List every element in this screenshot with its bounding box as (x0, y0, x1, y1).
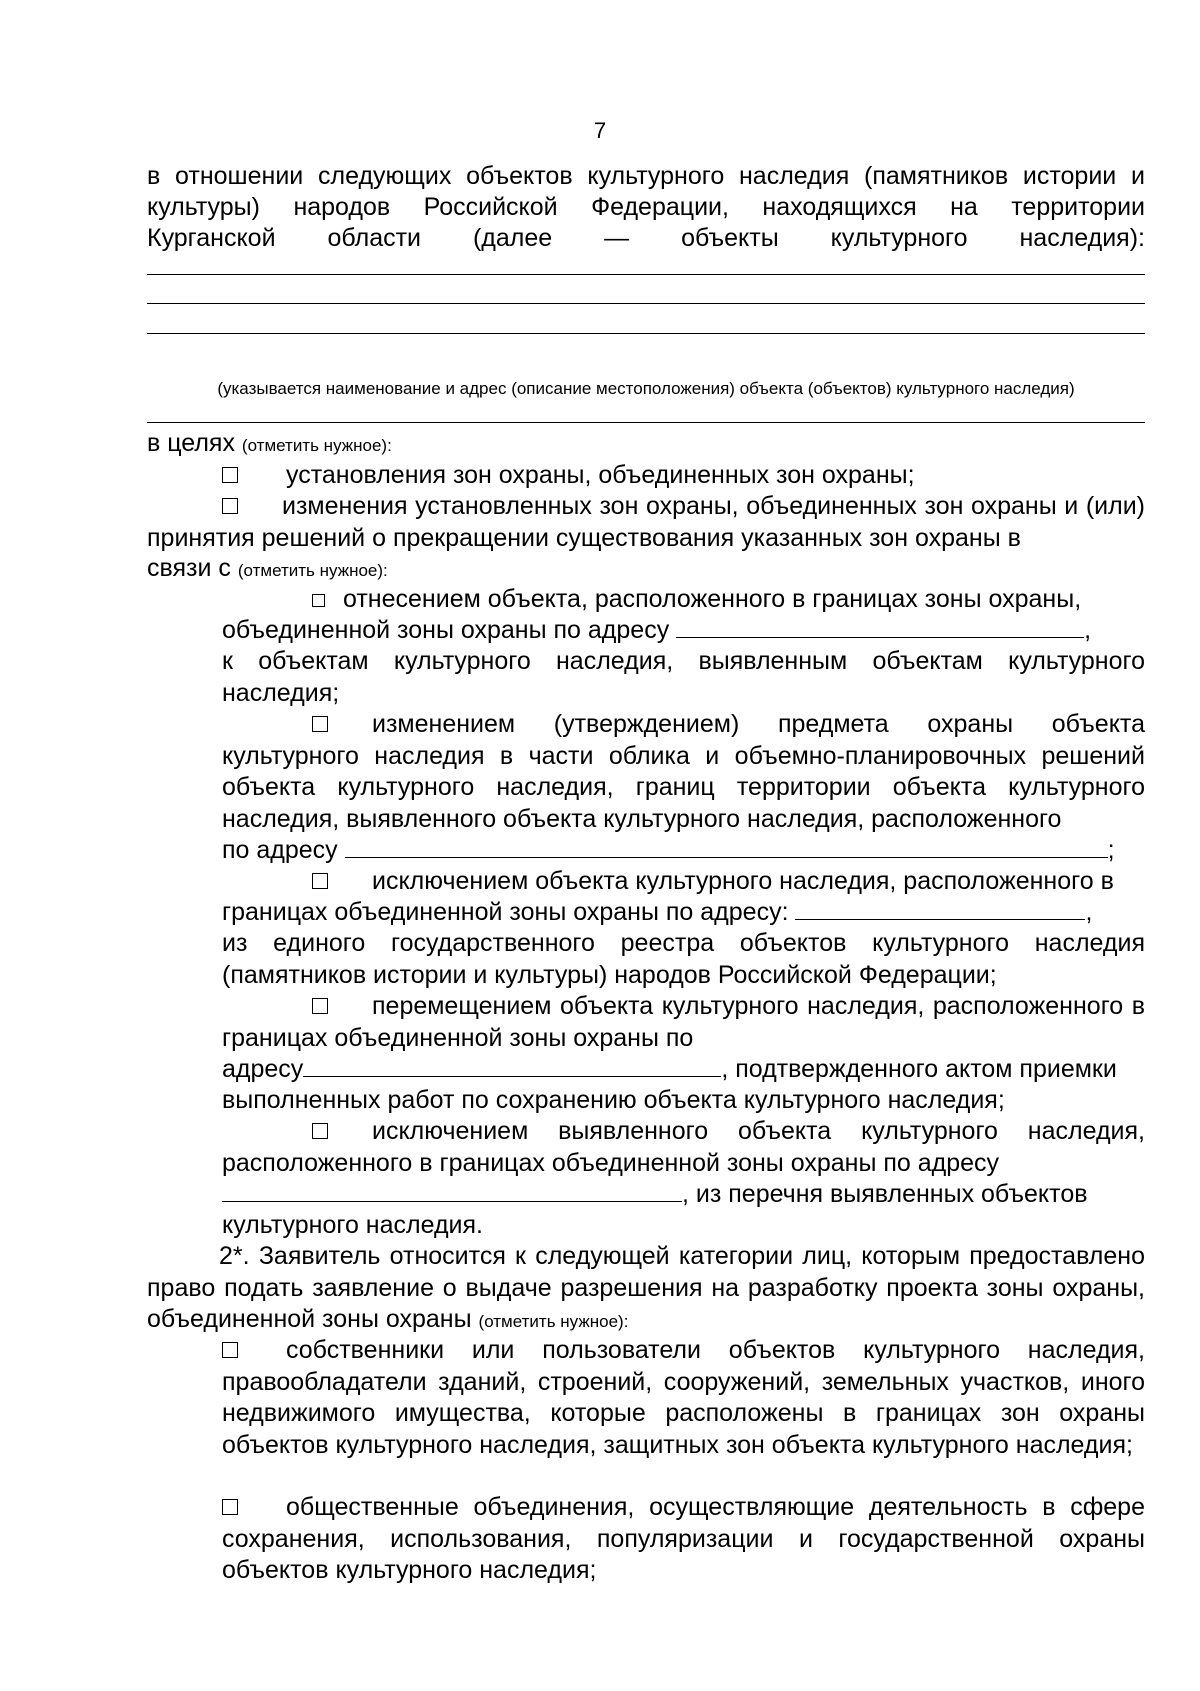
sub-option-e-line-3: культурного наследия. (222, 1211, 483, 1239)
category-2-text: общественные объединения, осуществляющие деятельность в сфере сохранения, использования, популяризации и государственной охраны объектов культурного наследия; (222, 1493, 1145, 1584)
sub-option-c-line-2: границах объединенной зоны охраны по адресу: , (222, 898, 1093, 926)
sub-option-e-address (222, 1179, 1145, 1211)
checkbox-category-owners[interactable] (222, 1342, 238, 1358)
caption-rule (147, 422, 1145, 423)
category-1 (222, 1335, 1145, 1492)
purpose-option-2 (147, 491, 1145, 554)
purpose-option-1-label: установления зон охраны, объединенных зон охраны; (286, 461, 915, 489)
purpose-option-1 (147, 460, 1145, 492)
checkbox-zones-establish[interactable] (222, 467, 238, 483)
sub-option-d-address (222, 1054, 1145, 1086)
sub-b-text-1: изменением (утверждением) предмета охраны объекта культурного наследия в части облика и объемно-планировочных решений объекта культурного наследия, границ территории объекта культурного наследия, выявленного объекта культурного наследия, расположенного (222, 710, 1145, 833)
purpose-option-2-end (147, 553, 1145, 587)
sub-d-address-field[interactable] (303, 1054, 721, 1077)
object-blank-line-1[interactable] (147, 274, 1145, 275)
sub-a-text-1: отнесением объекта, расположенного в границах зоны охраны, (343, 585, 1082, 613)
sub-c-text-2: границах объединенной зоны охраны по адресу: (222, 898, 789, 926)
checkbox-sub-b[interactable] (312, 716, 328, 732)
sub-e-address-field[interactable] (222, 1179, 682, 1202)
section-2-number: 2*. (219, 1242, 250, 1270)
section-2-note: (отметить нужное): (478, 1312, 629, 1331)
sub-a-address-field[interactable] (676, 615, 1084, 638)
sub-option-b (222, 709, 1145, 835)
purpose-option-2-end-text: связи с (147, 554, 231, 582)
section-2 (147, 1241, 1145, 1335)
checkbox-category-associations[interactable] (222, 1499, 238, 1515)
intro-line-2: культуры) народов Российской Федерации, находящихся на территории (147, 193, 1145, 221)
checkbox-sub-e[interactable] (312, 1123, 328, 1139)
purpose-option-2-label: изменения установленных зон охраны, объединенных зон охраны и (или) принятия решений о прекращении существования указанных зон охраны в (147, 492, 1145, 552)
sub-b-address-field[interactable] (345, 835, 1108, 858)
sub-e-text-1: исключением выявленного объекта культурного наследия, расположенного в границах объединенной зоны охраны по адресу (222, 1117, 1145, 1177)
sub-option-c-line-1 (222, 866, 1145, 898)
object-caption: (указывается наименование и адрес (описание местоположения) объекта (объектов) культурного наследия) (217, 379, 1075, 398)
sub-option-a-line-2: объединенной зоны охраны по адресу , (222, 616, 1092, 644)
sub-d-text-3: , подтвержденного актом приемки (721, 1055, 1117, 1083)
sub-option-c-line-3: из единого государственного реестра объектов культурного наследия (памятников истории и культуры) народов Российской Федерации; (222, 929, 1145, 989)
sub-option-d (222, 991, 1145, 1054)
sub-a-text-2: объединенной зоны охраны по адресу (222, 616, 670, 644)
checkbox-zones-change[interactable] (222, 498, 238, 514)
object-blank-line-2[interactable] (147, 303, 1145, 304)
sub-b-text-2: по адресу (222, 836, 338, 864)
purpose-option-2-note: (отметить нужное): (237, 561, 388, 580)
sub-c-text-1: исключением объекта культурного наследия, расположенного в (372, 867, 1114, 895)
intro-line-1: в отношении следующих объектов культурного наследия (памятников истории и (147, 162, 1145, 190)
category-2 (222, 1492, 1145, 1586)
purposes-lead (147, 428, 1145, 462)
sub-e-text-2: , из перечня выявленных объектов (682, 1180, 1088, 1208)
sub-option-d-line-4: выполненных работ по сохранению объекта культурного наследия; (222, 1086, 1005, 1114)
sub-d-text-2: адресу (222, 1055, 304, 1083)
sub-c-address-field[interactable] (795, 897, 1085, 920)
purposes-lead-text: в целях (147, 429, 235, 457)
page-number: 7 (593, 118, 607, 143)
sub-d-text-1: перемещением объекта культурного наследия, расположенного в границах объединенной зоны охраны по (222, 992, 1145, 1052)
intro-line-3: Курганской области (далее — объекты культурного наследия): (147, 224, 1145, 252)
sub-option-b-address: по адресу ; (222, 836, 1115, 864)
category-1-text: собственники или пользователи объектов культурного наследия, правообладатели зданий, строений, сооружений, земельных участков, иного недвижимого имущества, которые расположены в границах зон охраны объектов культурного наследия, защитных зон объекта культурного наследия; (222, 1336, 1145, 1459)
section-2-text: Заявитель относится к следующей категории лиц, которым предоставлено право подать заявление о выдаче разрешения на разработку проекта зоны охраны, объединенной зоны охраны (147, 1242, 1145, 1333)
sub-option-a-line-3: к объектам культурного наследия, выявленным объектам культурного наследия; (222, 647, 1145, 707)
checkbox-sub-c[interactable] (312, 873, 328, 889)
object-blank-line-3[interactable] (147, 333, 1145, 334)
sub-option-a-line-1 (222, 584, 1145, 616)
sub-option-e (222, 1116, 1145, 1179)
checkbox-sub-a[interactable] (312, 594, 325, 607)
checkbox-sub-d[interactable] (312, 998, 328, 1014)
purposes-lead-note: (отметить нужное): (241, 436, 392, 455)
